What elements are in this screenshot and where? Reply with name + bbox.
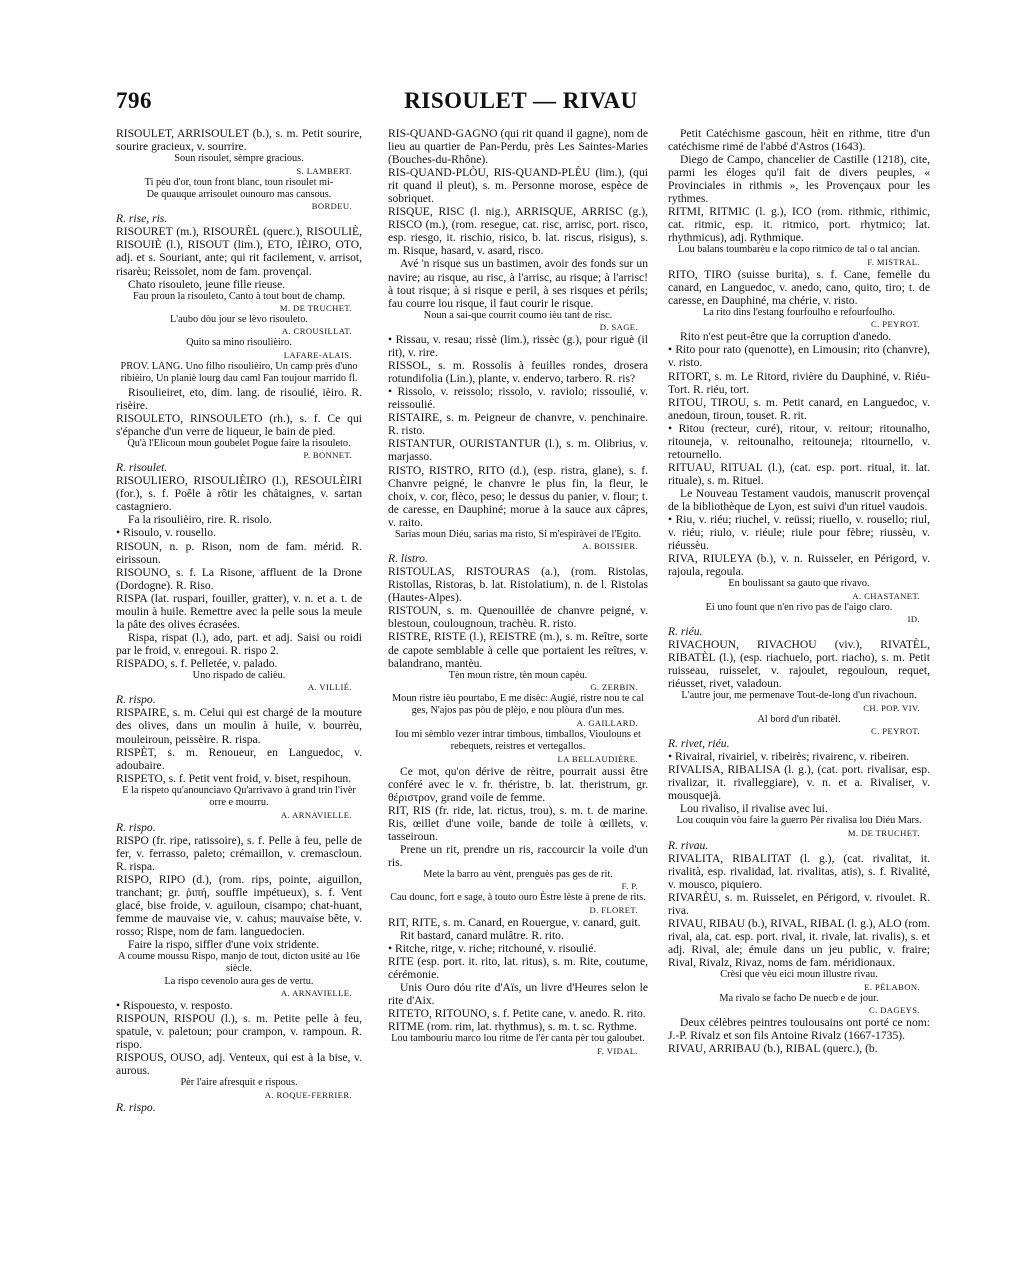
entry-paragraph: Deux célèbres peintres toulousains ont porté ce nom: J.-P. Rivalz et son fils Antoine Rivalz (1667-1735). [668,1016,930,1043]
dictionary-entry: RITUAU, RITUAL (l.), (cat. esp. port. ritual, it. lat. rituale), s. m. Rituel. [668,460,930,487]
column-middle [388,127,648,1057]
entry-paragraph: Fa la risoulièiro, rire. R. risolo. [128,513,272,527]
entry-paragraph: Ce mot, qu'on dérive de rèitre, pourrait aussi être conféré avec le v. fr. théristre, b. lat. theristrum, gr. θέριστρον, grand voile de femme. [388,764,648,804]
dictionary-entry: RISPÈT, s. m. Renoueur, en Languedoc, v. adoubaire. [116,745,362,772]
dictionary-entry: RISTO, RISTRO, RITO (d.), (esp. ristra, glane), s. f. Chanvre peigné, le chanvre le plus fin, la fleur, le choix, v. cor, flèco, peso; le dessus du panier, v. flour; t. de caresse, en Dauphiné; morue à la sauce aux câpres, v. raito. [388,463,648,529]
dictionary-entry: RISPA (lat. ruspari, fouiller, gratter), v. n. et a. t. de moulin à huile. Remettre avec la pelle sous la meule la pâte des olives écrasées. [116,591,362,631]
etymology-reference: R. rispo. [116,820,156,834]
entry-paragraph: Rit bastard, canard mulâtre. R. rito. [400,928,564,942]
quotation-source: A. BOISSIER. [582,541,638,552]
quotation: En boulissant sa gauto que rivavo. [728,578,870,590]
etymology-reference: R. riéu. [668,625,703,639]
dictionary-entry: • Ritou (recteur, curé), ritour, v. reitour; ritounalho, ritouneja, v. reitounalho, reitouneja; ritournello, v. retournello. [668,421,930,461]
quotation: Al bord d'un ribatèl. [757,713,841,725]
quotation: PROV. LANG. Uno filho risoulièiro, Un camp près d'uno ribièiro, Un planiè lourg dau caml Fan toujour marrido fl. [120,360,358,385]
dictionary-entry: RIVAU, RIBAU (b.), RIVAL, RIBAL (l. g.), ALO (rom. rival, ala, cat. esp. port. rival, it. rivale, lat. rivalis), s. et adj. Rival, ale; émule dans un jeu public, v. fraire; Rival, Rivalz, Rivaz, noms de fam. méridionaux. [668,917,930,970]
running-title: RISOULET — RIVAU [404,88,638,113]
quotation: L'autre jour, me permenave Tout-de-long d'un rivachoun. [681,690,917,702]
entry-paragraph: Avé 'n risque sus un bastimen, avoir des fonds sur un navire; au risque, au risc, à l'arrisc, au risque; à l'arrisc! à tout risque; à si risque e peril, à ses risques et périls; fau courre lou risque, il faut courir le risque. [388,257,648,310]
quotation-source: E. PÉLABON. [864,981,920,992]
dictionary-entry: RISPADO, s. f. Pelletée, v. palado. [116,656,278,670]
dictionary-entry: RISOURET (m.), RISOURÈL (querc.), RISOULIÈ, RISOUIÈ (l.), RISOUT (lim.), ETO, IÈIRO, OTO, adj. et s. Souriant, ante; qui rit facilement, v. arrisot, risarèu; Reissolet, nom de fam. provençal. [116,225,362,278]
dictionary-entry: RISOULIERO, RISOULIÈIRO (l.), RESOULÈIRI (for.), s. f. Poêle à rôtir les châtaignes, v. sartan castagniero. [116,474,362,514]
dictionary-entry: RITETO, RITOUNO, s. f. Petite cane, v. anedo. R. rito. [388,1007,646,1021]
quotation: Pèr l'aire afresquit e rispous. [180,1077,298,1089]
column-left [116,127,362,1114]
etymology-reference: R. risoulet. [116,461,168,475]
page-number: 796 [116,88,152,113]
etymology-reference: R. rivet, riéu. [668,737,730,751]
quotation-source: ID. [907,614,920,625]
quotation: Ma rivalo se facho De nuecb e de jour. [719,992,879,1004]
quotation: La rispo cevenolo aura ges de vertu. [164,975,314,987]
dictionary-entry: RISTOULAS, RISTOURAS (a.), (rom. Ristolas, Ristollas, Ristoras, b. lat. Ristolatium), n. de l. Ristolas (Hautes-Alpes). [388,565,648,605]
entry-paragraph: Le Nouveau Testament vaudois, manuscrit provençal de la bibliothèque de Lyon, est suivi d'un rituel vaudois. [668,486,930,513]
dictionary-entry: RIS-QUAND-GAGNO (qui rit quand il gagne), nom de lieu au quartier de Pan-Perdu, près Les Saintes-Maries (Bouches-du-Rhône). [388,127,648,167]
quotation-source: F. P. [621,881,638,892]
quotation: Qu'à l'Elicoun moun goubelet Pogue faire la risouleto. [127,437,351,449]
dictionary-entry: RIVALITA, RIBALITAT (l. g.), (cat. rivalitat, it. rivalità, esp. rivalidad, lat. rivalitas, atis), s. f. Rivalité, v. mousco, piquiero. [668,851,930,891]
quotation-source: A. GAILLARD. [576,717,638,728]
dictionary-entry: RITOU, TIROU, s. m. Petit canard, en Languedoc, v. anedoun, tiroun, touset. R. rit. [668,395,930,422]
dictionary-entry: RITE (esp. port. it. rito, lat. ritus), s. m. Rite, coutume, cérémonie. [388,954,648,981]
etymology-reference: R. rispo. [116,693,156,707]
quotation: Soun risoulet, sèmpre gracious. [174,153,304,165]
dictionary-entry: RIT, RITE, s. m. Canard, en Rouergue, v. canard, guit. [388,915,641,929]
dictionary-entry: • Ritche, ritge, v. riche; ritchouné, v. risoulié. [388,941,597,955]
dictionary-entry: RISTRE, RISTE (l.), REISTRE (m.), s. m. Reître, sorte de capote semblable à celle que portaient les reîtres, v. balandrano, mantèu. [388,630,648,670]
quotation: Moun ristre ièu pourtabo, E me disèc: Augié, ristre nou te cal ges, N'ajos pas pòu de plèjo, e nou plòura d'un mes. [392,693,644,717]
dictionary-entry: RIT, RIS (fr. ride, lat. rictus, trou), s. m. t. de marine. Ris, œillet d'une voile, bande de toile à œillets, v. tasseiroun. [388,803,648,843]
quotation-source: LAFARE-ALAIS. [283,349,352,360]
entry-paragraph: Faire la rispo, siffler d'une voix stridente. [128,937,320,951]
etymology-reference: R. rise, ris. [116,212,168,226]
quotation: Crèsi que vèu eici moun illustre rivau. [720,969,878,981]
quotation: Tèn moun ristre, tèn moun capèu. [448,669,588,681]
quotation: E la rispeto qu'anounciavo Qu'arrivavo à grand trin l'ivèr orre e mourru. [122,784,356,809]
column-right [668,127,930,1055]
quotation-source: M. DE TRUCHET. [279,303,352,313]
dictionary-entry: RISPO (fr. ripe, ratissoire), s. f. Pelle à feu, pelle de fer, v. ferrasso, paleto; crémaillon, v. cremascloun. R. rispa. [116,833,362,873]
dictionary-entry: RIVAU, ARRIBAU (b.), RIBAL (querc.), (b. [668,1042,878,1056]
entry-paragraph: Petit Catéchisme gascoun, hèit en rithme, titre d'un catéchisme rimé de l'abbé d'Astros (1643). [668,127,930,154]
quotation: Noun a sai-que courrit coumo ièu tant de risc. [423,309,613,321]
quotation-source: A. ARNAVIELLE. [280,988,352,999]
quotation-source: C. PEYROT. [871,319,920,330]
quotation: A coume moussu Rispo, manjo de tout, dicton usité au 16e siècle. [118,950,360,975]
dictionary-entry: RISPOUN, RISPOU (l.), s. m. Petite pelle à feu, spatule, v. paletoun; pour crampon, v. rampoun. R. rispo. [116,1012,362,1052]
dictionary-entry: • Riu, v. riéu; riuchel, v. reüssi; riuello, v. rousello; riul, v. riéu; riulo, v. riéule; riule pour fèbre; riussèu, v. riéussèu. [668,513,930,553]
dictionary-entry: RISQUE, RISC (l. nig.), ARRISQUE, ARRISC (g.), RISCO (m.), (rom. resegue, cat. risc, arrisc, port. risco, esp. riesgo, it. rischio, risico, b. lat. riscus, risigus), s. m. Risque, hasard, v. asard, risco. [388,205,648,258]
quotation: Ei uno fount que n'en rivo pas de l'aigo claro. [705,601,893,613]
dictionary-entry: RITO, TIRO (suisse burita), s. f. Cane, femelle du canard, en Languedoc, v. anedo, cano, quito, tiro; t. de caresse, en Dauphiné, ma chérie, v. risto. [668,267,930,307]
dictionary-entry: • Risoulo, v. rousello. [116,526,216,540]
quotation-source: CH. POP. VIV. [863,702,920,713]
dictionary-entry: RISOUNO, s. f. La Risone, affluent de la Drone (Dordogne). R. Riso. [116,565,362,592]
quotation-source: A. ROQUE-FERRIER. [264,1089,352,1100]
dictionary-entry: RISSOL, s. m. Rossolis à feuilles rondes, drosera rotundifolia (Lin.), plante, v. endervo, tarbero. R. ris? [388,359,648,386]
dictionary-entry: RISTOUN, s. m. Quenouillée de chanvre peigné, v. blestoun, coulougnoun, trachèu. R. risto. [388,604,648,631]
quotation-source: C. PEYROT. [871,726,920,737]
dictionary-entry: RISOUN, n. p. Rison, nom de fam. mérid. R. eirissoun. [116,539,362,566]
entry-paragraph: Prene un rit, prendre un ris, raccourcir la voile d'un ris. [388,842,648,869]
dictionary-entry: RISOULET, ARRISOULET (b.), s. m. Petit sourire, sourire gracieux, v. sourrire. [116,127,362,154]
entry-paragraph: Rito n'est peut-être que la corruption d'anedo. [680,330,892,344]
dictionary-entry: • Rissolo, v. reissolo; rissolo, v. raviolo; rissoulié, v. reissoulié. [388,385,648,412]
quotation-source: D. SAGE. [599,322,638,333]
dictionary-entry: RISPAIRE, s. m. Celui qui est chargé de la mouture des olives, dans un moulin à huile, v. bourrèu, mouleiroun, peissèire. R. rispa. [116,706,362,746]
dictionary-entry: • Rissau, v. resau; rissè (lim.), rissèc (g.), pour riguè (il rit), v. rire. [388,333,648,360]
quotation-source: F. MISTRAL. [867,256,920,267]
quotation-source: S. LAMBERT. [296,165,352,176]
quotation-source: BORDEU. [311,201,352,212]
quotation: Lou balans toumbarèu e la copo ritmico de tal o tal ancian. [678,244,920,256]
dictionary-entry: RISTAIRE, s. m. Peigneur de chanvre, v. penchinaire. R. risto. [388,411,648,438]
quotation: Lou tambouriu marco lou ritme de l'èr canta pèr tou galoubet. [391,1033,645,1045]
entry-paragraph: Chato risouleto, jeune fille rieuse. [128,277,286,291]
dictionary-entry: • Rispouesto, v. resposto. [116,999,233,1013]
quotation-source: A. CHASTANET. [852,590,920,601]
quotation: De quauque arrisoulet ounouro mas cansous. [146,188,332,200]
quotation: Sarias moun Diéu, sarias ma risto, Si m'espiràvei de l'Egito. [394,528,642,540]
quotation-source: C. DAGEYS. [868,1005,920,1016]
dictionary-entry: RIVALISA, RIBALISA (l. g.), (cat. port. rivalisar, esp. rivalizar, it. rivalleggiare), v. n. et a. Rivaliser, v. mousquejà. [668,763,930,803]
etymology-reference: R. rivau. [668,838,709,852]
dictionary-entry: • Rito pour rato (quenotte), en Limousin; rito (chanvre), v. risto. [668,343,930,370]
dictionary-entry: RITORT, s. m. Le Ritord, rivière du Dauphiné, v. Riéu-Tort. R. riéu, tort. [668,369,930,396]
quotation: Mete la barro au vènt, prenguès pas ges de rit. [423,869,613,880]
quotation: Quito sa mino risoulièiro. [186,337,292,349]
quotation: Fau proun la risouleto, Canto à tout bout de champ. [133,290,345,302]
quotation-source: D. FLORET. [589,904,638,915]
entry-paragraph: Unis Ouro dóu rite d'Aïs, un livre d'Heures selon le rite d'Aix. [388,981,648,1008]
quotation: L'aubo dòu jour se lèvo risouleto. [170,314,308,325]
dictionary-entry: RITMI, RITMIC (l. g.), ICO (rom. rithmic, rithimic, cat. ritmic, esp. it. ritmico, port. rhytmico; lat. rhythmicus), adj. Rythmique. [668,205,930,245]
dictionary-entry: RIVA, RIULEYA (b.), v. n. Ruisseler, en Périgord, v. rajoula, regoula. [668,552,930,579]
dictionary-entry: RITME (rom. rim, lat. rhythmus), s. m. t. sc. Rythme. [388,1020,637,1034]
dictionary-entry: RIVACHOUN, RIVACHOU (viv.), RIVATÈL, RIBATÈL (l.), (esp. riachuelo, port. riacho), s. m. Petit ruisseau, ruisselet, v. rajoulet, regouloun, requet, riéusset, rivet, valadoun. [668,638,930,691]
quotation: Ti pèu d'or, toun front blanc, toun risoulet mi- [144,176,334,188]
entry-paragraph: Lou rivaliso, il rivalise avec lui. [680,802,828,816]
quotation: Uno rispado de calièu. [192,669,286,681]
quotation-source: P. BONNET. [303,450,352,461]
entry-paragraph: Diego de Campo, chancelier de Castille (1218), cite, parmi les éloges qu'il fait de divers peuples, « Provinciales in rithmis », les Provençaux pour les rythmes. [668,153,930,206]
dictionary-entry: • Rivairal, rivairiel, v. ribeirès; rivairenc, v. ribeiren. [668,750,910,764]
quotation: Lou couquin vòu faire la guerro Pèr rivalisa lou Diéu Mars. [676,815,922,827]
quotation-source: LA BELLAUDIÈRE. [557,753,638,764]
dictionary-entry: RISPETO, s. f. Petit vent froid, v. biset, respihoun. [116,771,352,785]
quotation: La rito dins l'estang fourfoulho e refourfoulho. [702,306,895,318]
quotation-source: A. VILLIÉ. [307,682,352,693]
quotation-source: M. DE TRUCHET. [847,827,920,838]
dictionary-entry: RIVARÈU, s. m. Ruisselet, en Périgord, v. rivoulet. R. riva. [668,891,930,918]
quotation-source: A. CROUSILLAT. [281,326,352,337]
dictionary-entry: RIS-QUAND-PLÒU, RIS-QUAND-PLÈU (lim.), (qui rit quand il pleut), s. m. Personne morose, espèce de sobriquet. [388,166,648,206]
entry-paragraph: Risoulieiret, eto, dim. lang. de risoulié, ièiro. R. risèire. [116,385,362,412]
quotation-source: F. VIDAL. [597,1045,638,1056]
quotation: Iou mi sèmblo vezer intrar timbous, timballos, Vioulouns et rebequets, reistres et vertegallos. [395,728,641,753]
dictionary-entry: RISPO, RIPO (d.), (rom. rips, pointe, aiguillon, tranchant; gr. ῥιπή, souffle impétueux), s. f. Vent glacé, bise froide, v. aguiloun, cisampo; chat-huant, femme de mauvaise vie, v. cahus; mauvaise bête, v. rosso; Rispe, nom de fam. languedocien. [116,872,362,938]
dictionary-entry: RISOULETO, RINSOULETO (rh.), s. f. Ce qui s'épanche d'un verre de liqueur, le bain de pied. [116,411,362,438]
etymology-reference: R. rispo. [116,1100,156,1114]
entry-paragraph: Rispa, rispat (l.), ado, part. et adj. Saisi ou roidi par le froid, v. enregoui. R. rispo 2. [116,630,362,657]
quotation: Cau dounc, fort e sage, à touto ouro Èstre lèste à prene de rits. [390,892,646,904]
quotation-source: A. ARNAVIELLE. [280,809,352,820]
dictionary-entry: RISTANTUR, OURISTANTUR (l.), s. m. Olibrius, v. marjasso. [388,437,648,464]
etymology-reference: R. listro. [388,552,428,566]
page-header [116,88,926,122]
dictionary-entry: RISPOUS, OUSO, adj. Venteux, qui est à la bise, v. aurous. [116,1051,362,1078]
quotation-source: G. ZERBIN. [590,682,638,692]
